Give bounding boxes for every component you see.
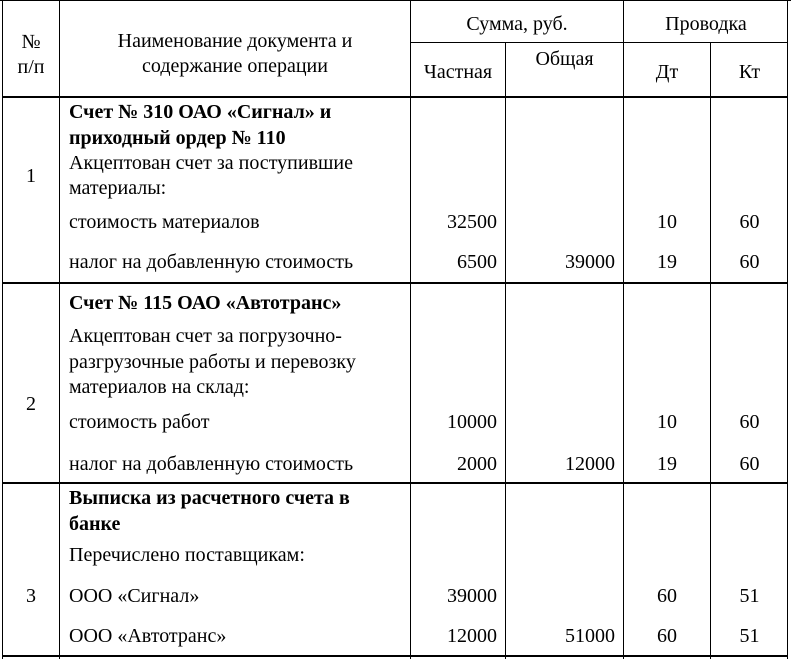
row2-line2-kt: 60 — [739, 453, 760, 475]
col-sep-1 — [59, 0, 60, 659]
row1-title-line2: приходный ордер № 110 — [69, 127, 286, 149]
row3-desc-line1: Перечислено поставщикам: — [69, 544, 305, 566]
header-bottom-line — [2, 96, 788, 98]
row2-title-line1: Счет № 115 ОАО «Автотранс» — [69, 292, 342, 314]
row2-line1-text: стоимость работ — [69, 411, 210, 433]
row1-line2-partial: 6500 — [457, 251, 497, 273]
row1-title-line1: Счет № 310 ОАО «Сигнал» и — [69, 101, 332, 123]
row1-line2-total: 39000 — [565, 251, 615, 273]
row1-desc-line2: материалы: — [69, 177, 167, 199]
row2-bottom-line — [2, 482, 788, 484]
row1-line2-dt: 19 — [657, 251, 677, 273]
row1-line1-dt: 10 — [657, 211, 677, 233]
row3-line1-kt: 51 — [739, 585, 760, 607]
header-mid-line — [410, 42, 788, 43]
header-num: № — [21, 31, 41, 53]
table-bottom-line — [2, 655, 788, 657]
row2-num: 2 — [26, 393, 36, 415]
row1-desc-line1: Акцептован счет за поступившие — [69, 152, 353, 174]
row1-line1-text: стоимость материалов — [69, 211, 260, 233]
col-sep-4 — [623, 0, 624, 659]
row3-line1-dt: 60 — [657, 585, 677, 607]
header-kt: Кт — [738, 61, 761, 83]
row3-title-line1: Выписка из расчетного счета в — [69, 487, 350, 509]
header-num-sub: п/п — [17, 56, 45, 78]
row3-num: 3 — [26, 585, 36, 607]
row1-line2-kt: 60 — [739, 251, 760, 273]
table-left-border — [2, 0, 3, 659]
header-partial: Частная — [423, 61, 493, 83]
row1-line1-kt: 60 — [739, 211, 760, 233]
row3-line2-dt: 60 — [657, 625, 677, 647]
row2-desc-line1: Акцептован счет за погрузочно- — [69, 325, 342, 347]
table-right-border — [787, 0, 788, 659]
row2-desc-line3: материалов на склад: — [69, 376, 250, 398]
row2-line1-partial: 10000 — [447, 411, 497, 433]
col-sep-2 — [410, 0, 411, 659]
row1-line2-text: налог на добавленную стоимость — [69, 251, 354, 273]
table-top-border — [0, 0, 791, 1]
row3-line2-partial: 12000 — [447, 625, 497, 647]
row3-line2-kt: 51 — [739, 625, 760, 647]
row3-line2-text: ООО «Автотранс» — [69, 625, 227, 647]
header-posting: Проводка — [665, 13, 747, 35]
row1-num: 1 — [26, 165, 36, 187]
row3-line1-text: ООО «Сигнал» — [69, 585, 200, 607]
header-dt: Дт — [655, 61, 679, 83]
row2-line2-total: 12000 — [565, 453, 615, 475]
header-sum: Сумма, руб. — [466, 13, 568, 35]
row2-line1-dt: 10 — [657, 411, 677, 433]
row3-title-line2: банке — [69, 513, 121, 535]
col-sep-5 — [710, 42, 711, 659]
row2-line1-kt: 60 — [739, 411, 760, 433]
row2-line2-partial: 2000 — [457, 453, 497, 475]
col-sep-3 — [505, 42, 506, 659]
header-name-line1: Наименование документа и — [117, 30, 353, 52]
row2-desc-line2: разгрузочные работы и перевозку — [69, 351, 356, 373]
row2-line2-dt: 19 — [657, 453, 677, 475]
row3-line1-partial: 39000 — [447, 585, 497, 607]
row1-line1-partial: 32500 — [447, 211, 497, 233]
row2-line2-text: налог на добавленную стоимость — [69, 453, 354, 475]
header-total: Общая — [535, 48, 594, 70]
row1-bottom-line — [2, 282, 788, 284]
row3-line2-total: 51000 — [565, 625, 615, 647]
header-name-line2: содержание операции — [142, 55, 328, 77]
